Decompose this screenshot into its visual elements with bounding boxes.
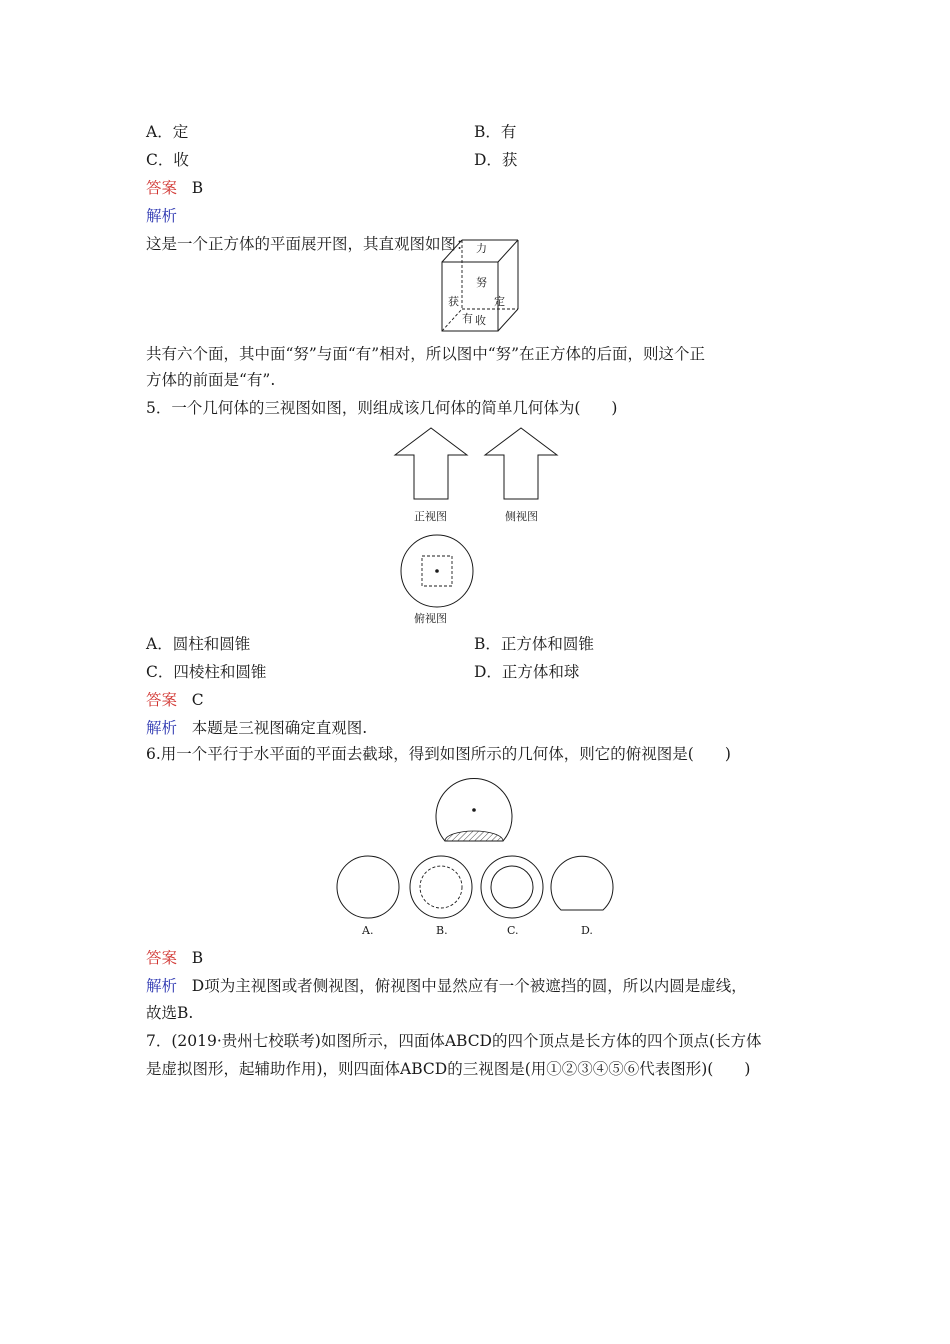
analysis-text: 这是一个正方体的平面展开图，其直观图如图： [146, 235, 472, 253]
answer-value: B [191, 949, 204, 967]
cube-diagram [440, 232, 520, 336]
question-5-stem: 5．一个几何体的三视图如图，则组成该几何体的简单几何体为( ) [146, 399, 618, 417]
face-top-label: 力 [476, 242, 487, 255]
answer-label: 答案 [146, 691, 178, 709]
top-view-caption: 俯视图 [414, 612, 447, 625]
face-back-label: 努 [476, 276, 487, 289]
choice-d-label: D. [581, 924, 593, 937]
analysis-label: 解析 [146, 719, 178, 737]
option-b: B．正方体和圆锥 [474, 635, 594, 653]
option-d: D．正方体和球 [474, 663, 580, 681]
option-b: B．有 [474, 123, 517, 141]
choice-b-figure [408, 854, 474, 920]
analysis-text: 本题是三视图确定直观图. [191, 719, 368, 737]
question-7-stem: 7．(2019·贵州七校联考)如图所示，四面体ABCD的四个顶点是长方体的四个顶点(长方体 [146, 1032, 762, 1050]
answer-line [146, 690, 204, 710]
front-view-caption: 正视图 [414, 510, 447, 523]
top-view-figure [398, 534, 478, 610]
answer-line [146, 948, 203, 968]
analysis-text: 方体的前面是“有”. [146, 371, 276, 389]
question-6-stem: 6.用一个平行于水平面的平面去截球，得到如图所示的几何体，则它的俯视图是( ) [146, 745, 731, 763]
front-view-figure [392, 426, 470, 502]
answer-value: C [191, 691, 204, 709]
analysis-label: 解析 [146, 977, 178, 995]
choice-c-figure [479, 854, 545, 920]
analysis-text: 故选B. [146, 1004, 194, 1022]
choice-d-figure [549, 854, 615, 920]
option-a: A．定 [146, 123, 189, 141]
answer-label: 答案 [146, 949, 178, 967]
answer-line [146, 178, 203, 198]
face-right-label: 定 [494, 295, 505, 308]
truncated-sphere-figure [432, 770, 518, 848]
option-d: D．获 [474, 151, 518, 169]
option-a: A．圆柱和圆锥 [146, 635, 251, 653]
face-left-label: 获 [448, 295, 459, 308]
analysis-line [146, 976, 747, 996]
analysis-label: 解析 [146, 207, 178, 225]
face-bottom-label: 有 [462, 312, 473, 325]
analysis-text: D项为主视图或者侧视图，俯视图中显然应有一个被遮挡的圆，所以内圆是虚线， [191, 977, 747, 995]
side-view-figure [482, 426, 560, 502]
choice-c-label: C. [507, 924, 519, 937]
face-front-label: 收 [475, 314, 486, 327]
option-c: C．四棱柱和圆锥 [146, 663, 267, 681]
side-view-caption: 侧视图 [505, 510, 538, 523]
answer-value: B [191, 179, 204, 197]
answer-label: 答案 [146, 179, 178, 197]
choice-b-label: B. [436, 924, 448, 937]
analysis-text: 共有六个面，其中面“努”与面“有”相对，所以图中“努”在正方体的后面，则这个正 [146, 345, 706, 363]
question-7-stem: 是虚拟图形，起辅助作用)，则四面体ABCD的三视图是(用①②③④⑤⑥代表图形)( ) [146, 1060, 751, 1078]
choice-a-figure [336, 854, 402, 920]
choice-a-label: A. [362, 924, 374, 937]
option-c: C．收 [146, 151, 189, 169]
analysis-line [146, 718, 367, 738]
